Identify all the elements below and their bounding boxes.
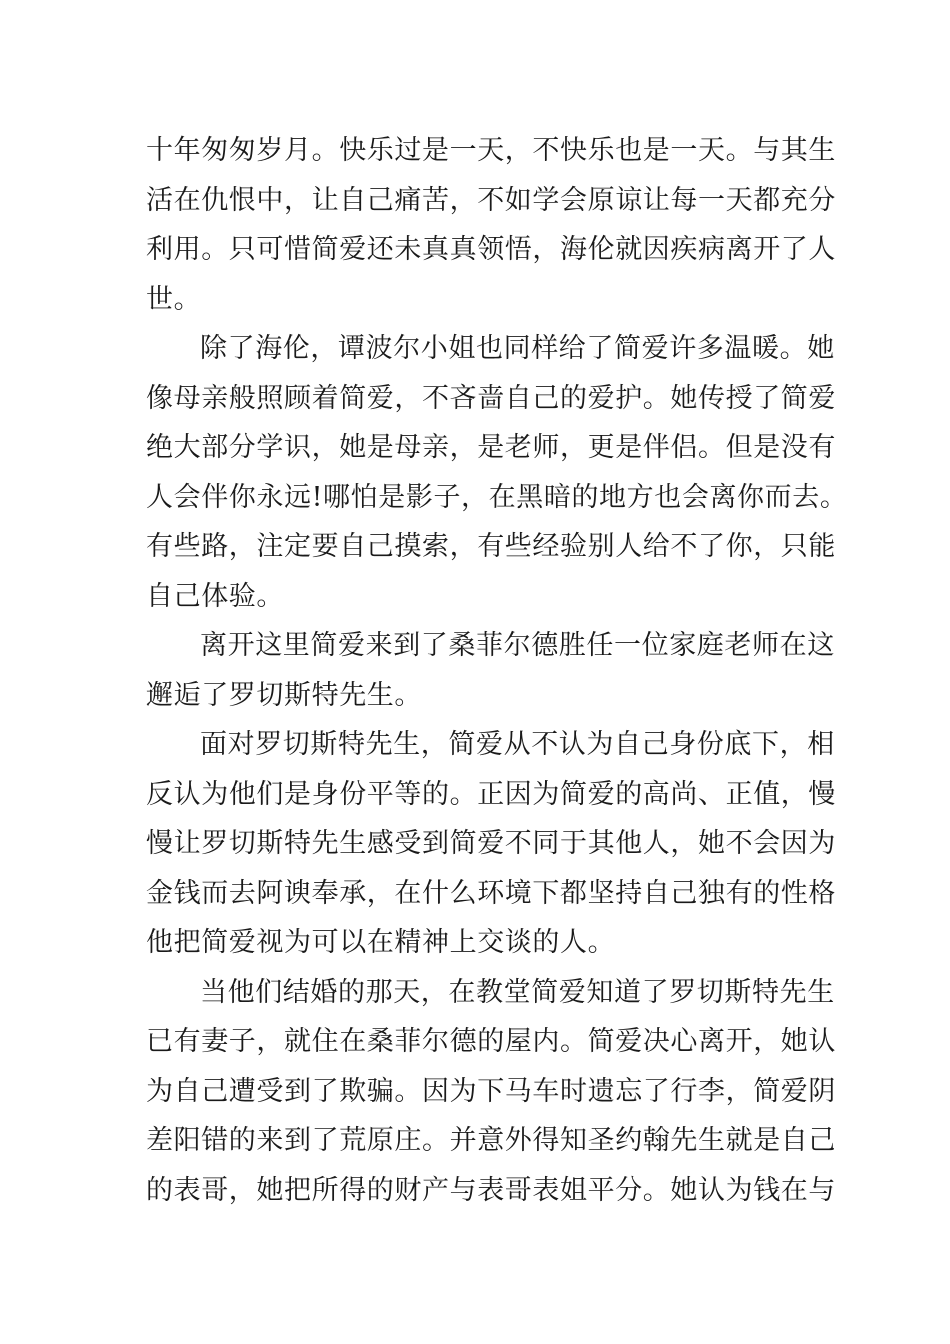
text-line: 有些路，注定要自己摸索，有些经验别人给不了你，只能 — [146, 531, 836, 562]
text-line: 已有妻子，就住在桑菲尔德的屋内。简爱决心离开，她认 — [146, 1026, 836, 1057]
text-line: 金钱而去阿谀奉承，在什么环境下都坚持自己独有的性格 — [146, 877, 836, 909]
text-line: 差阳错的来到了荒原庄。并意外得知圣约翰先生就是自己 — [146, 1125, 836, 1156]
text-line: 的表哥，她把所得的财产与表哥表姐平分。她认为钱在与 — [146, 1174, 836, 1206]
text-line: 慢让罗切斯特先生感受到简爱不同于其他人，她不会因为 — [146, 828, 836, 859]
text-line: 利用。只可惜简爱还未真真领悟，海伦就因疾病离开了人 — [146, 234, 836, 265]
text-line: 世。 — [146, 283, 202, 315]
text-line: 他把简爱视为可以在精神上交谈的人。 — [146, 927, 616, 958]
text-line: 人会伴你永远!哪怕是影子，在黑暗的地方也会离你而去。 — [146, 481, 848, 513]
text-line: 像母亲般照顾着简爱，不吝啬自己的爱护。她传授了简爱 — [146, 382, 836, 414]
text-line: 邂逅了罗切斯特先生。 — [146, 679, 422, 711]
text-line: 离开这里简爱来到了桑菲尔德胜任一位家庭老师在这 — [200, 630, 835, 661]
text-line: 为自己遭受到了欺骗。因为下马车时遗忘了行李，简爱阴 — [146, 1075, 836, 1107]
text-line: 自己体验。 — [146, 580, 284, 612]
text-line: 除了海伦，谭波尔小姐也同样给了简爱许多温暖。她 — [200, 333, 835, 364]
text-line: 绝大部分学识，她是母亲，是老师，更是伴侣。但是没有 — [146, 432, 836, 463]
text-line: 面对罗切斯特先生，简爱从不认为自己身份底下，相 — [200, 729, 835, 760]
document-body — [146, 126, 848, 1215]
text-line: 当他们结婚的那天，在教堂简爱知道了罗切斯特先生 — [200, 976, 835, 1008]
text-line: 十年匆匆岁月。快乐过是一天，不快乐也是一天。与其生 — [146, 135, 836, 166]
text-line: 活在仇恨中，让自己痛苦，不如学会原谅让每一天都充分 — [146, 184, 836, 216]
text-line: 反认为他们是身份平等的。正因为简爱的高尚、正值，慢 — [146, 778, 836, 810]
